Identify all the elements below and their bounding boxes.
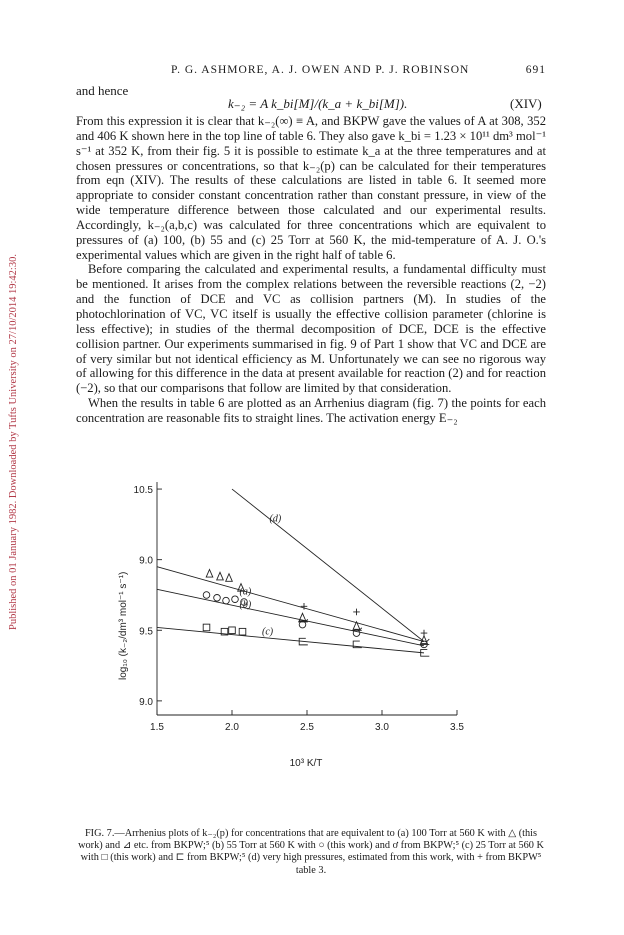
circle-marker [203, 592, 210, 599]
x-tick-label: 3.0 [375, 722, 389, 733]
y-tick-label: 9.0 [139, 696, 153, 708]
series-label: (c) [262, 626, 274, 638]
x-axis-label: 10³ K/T [289, 758, 323, 769]
figure-caption: FIG. 7.—Arrhenius plots of k₋₂(p) for concentrations that are equivalent to (a) 100 Torr at 560 K with △ (this work) and ⊿ etc. from BKPW;⁵ (b) 55 Torr at 560 K with ○ (this work) and ơ from BKPW;⁵ (c) 25 Torr at 560 K with □ (this work) and ⊏ from BKPW;⁵ (d) very high pressures, estimated from this work, with + from BKPW⁵ table 3. [78, 828, 544, 876]
x-tick-label: 2.5 [300, 722, 314, 733]
circle-bkpw-tail [426, 639, 429, 642]
series-label: (d) [269, 513, 282, 525]
plus-marker [421, 630, 428, 637]
running-head-authors: P. G. ASHMORE, A. J. OWEN AND P. J. ROBINSON [171, 64, 470, 76]
y-tick-label: 10.5 [133, 485, 153, 497]
triangle-marker [206, 569, 213, 577]
data-markers [203, 569, 429, 656]
circle-marker [223, 597, 230, 604]
equation-xiv: k₋₂ = A k_bi[M]/(k_a + k_bi[M]). [228, 96, 408, 111]
circle-marker [232, 596, 239, 603]
series-line [157, 589, 424, 645]
x-tick-label: 3.5 [450, 722, 464, 733]
series-line [157, 567, 424, 642]
x-tick-label: 2.0 [225, 722, 239, 733]
equation-lead: and hence [76, 83, 129, 98]
paragraph-1: From this expression it is clear that k₋₂(∞) ≡ A, and BKPW gave the values of A at 308, 352 and 406 K shown here in the top line of table 6. They also gave k_bi = 1.23 × 10¹¹ dm³ mol⁻¹ s⁻¹ at 352 K, from their fig. 5 it is possible to estimate k_a at the three temperatures and at chosen pressures or concentrations, so that k₋₂(p) can be calculated for their temperatures from eqn (XIV). The results of these calculations are listed in table 6. It seemed more appropriate to consider constant concentration rather than constant pressure, in view of the wide temperature difference between those calculated and our experimental results. Accordingly, k₋₂(a,b,c) was calculated for three concentrations which are equivalent to pressures of (a) 100, (b) 55 and (c) 25 Torr at 560 K, the mid-temperature of A. J. O.'s experimental values which are given in the right half of table 6. [76, 114, 546, 262]
series-line [157, 627, 424, 652]
series-label: (b) [239, 599, 252, 611]
x-tick-label: 1.5 [150, 722, 164, 733]
page-number: 691 [525, 64, 546, 76]
circle-marker [214, 594, 221, 601]
axis-ticks [134, 485, 465, 733]
triangle-marker [217, 572, 224, 580]
series-line [232, 489, 424, 642]
equation-number: (XIV) [510, 96, 542, 111]
series-lines [157, 489, 424, 653]
plus-marker [353, 609, 360, 616]
y-tick-label: 9.0 [139, 555, 153, 567]
series-labels [240, 514, 282, 638]
paragraph-3: When the results in table 6 are plotted as an Arrhenius diagram (fig. 7) the points for each concentration are reasonable fits to straight lines. The activation energy E₋₂ [76, 396, 546, 425]
y-tick-label: 9.5 [139, 626, 153, 638]
download-notice-text: Published on 01 January 1982. Downloaded by Tufts University on 27/10/2014 19:42:30. [8, 254, 19, 630]
paragraph-2: Before comparing the calculated and experimental results, a fundamental difficulty must be mentioned. It arises from the complex relations between the reversible reactions (2, −2) and the function of DCE and VC as collision partners (M). In studies of the photochlorination of VC, VC itself is usually the effective collision parameter (chlorine is less effective); in studies of the thermal decomposition of DCE, DCE is the effective collision partner. Our experiments summarised in fig. 9 of Part 1 show that VC and DCE are of very similar but not identical efficiency as M. Unfortunately we can see no rigorous way of allowing for this difference in the data at present available for reaction (2) and for reaction (−2), so that our comparisons that follow are limited by that consideration. [76, 262, 546, 396]
square-marker [239, 628, 246, 635]
y-axis-label: log₁₀ (k₋₂/dm³ mol⁻¹ s⁻¹) [118, 571, 129, 680]
triangle-marker [226, 574, 233, 582]
series-label: (a) [239, 586, 252, 598]
square-marker [203, 624, 210, 631]
square-marker [229, 627, 236, 634]
